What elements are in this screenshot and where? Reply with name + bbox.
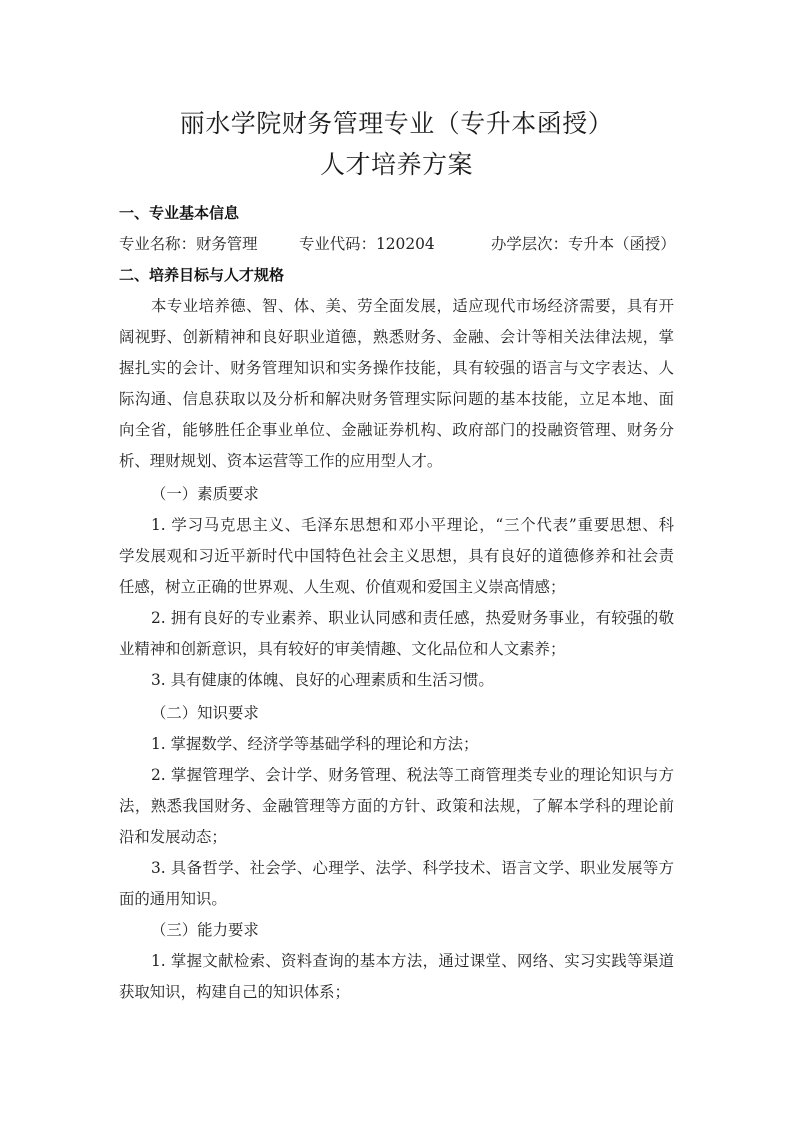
document-title-line1: 丽水学院财务管理专业（专升本函授） [179, 109, 614, 138]
subheading-quality: （一）素质要求 [151, 485, 259, 503]
paragraph-line: 握扎实的会计、财务管理知识和实务操作技能，具有较强的语言与文字表达、人 [119, 359, 674, 377]
list-line: 学发展观和习近平新时代中国特色社会主义思想，具有良好的道德修养和社会责 [119, 547, 674, 565]
list-line: 1. 学习马克思主义、毛泽东思想和邓小平理论，“三个代表”重要思想、科 [151, 516, 674, 534]
list-line: 业精神和创新意识，具有较好的审美情趣、文化品位和人文素养； [119, 640, 566, 658]
list-line: 2. 拥有良好的专业素养、职业认同感和责任感，热爱财务事业，有较强的敬 [151, 609, 674, 627]
list-line: 1. 掌握文献检索、资料查询的基本方法，通过课堂、网络、实习实践等渠道 [151, 952, 674, 970]
subheading-knowledge: （二）知识要求 [151, 704, 259, 722]
subheading-ability: （三）能力要求 [151, 921, 259, 939]
study-level: 办学层次：专升本（函授） [491, 235, 676, 253]
list-line: 获取知识，构建自己的知识体系； [119, 983, 350, 1001]
list-line: 沿和发展动态； [119, 828, 227, 846]
list-line: 面的通用知识。 [119, 890, 227, 908]
list-line: 3. 具有健康的体魄、良好的心理素质和生活习惯。 [151, 671, 494, 689]
major-code: 专业代码：120204 [299, 235, 435, 253]
list-line: 2. 掌握管理学、会计学、财务管理、税法等工商管理类专业的理论知识与方 [151, 766, 674, 784]
list-line: 任感，树立正确的世界观、人生观、价值观和爱国主义崇高情感； [119, 578, 566, 596]
paragraph-line: 阔视野、创新精神和良好职业道德，熟悉财务、金融、会计等相关法律法规，掌 [119, 328, 674, 346]
section-heading-objectives: 二、培养目标与人才规格 [119, 266, 285, 284]
basic-info-row [119, 229, 674, 260]
major-name: 专业名称：财务管理 [119, 235, 258, 253]
document-title-line2: 人才培养方案 [319, 150, 473, 179]
list-line: 1. 掌握数学、经济学等基础学科的理论和方法； [151, 735, 479, 753]
paragraph-line: 际沟通、信息获取以及分析和解决财务管理实际问题的基本技能，立足本地、面 [119, 390, 674, 408]
paragraph-line: 本专业培养德、智、体、美、劳全面发展，适应现代市场经济需要，具有开 [151, 297, 674, 315]
list-line: 3. 具备哲学、社会学、心理学、法学、科学技术、语言文学、职业发展等方 [151, 859, 674, 877]
paragraph-line: 析、理财规划、资本运营等工作的应用型人才。 [119, 452, 443, 470]
list-line: 法，熟悉我国财务、金融管理等方面的方针、政策和法规，了解本学科的理论前 [119, 797, 674, 815]
paragraph-line: 向全省，能够胜任企事业单位、金融证券机构、政府部门的投融资管理、财务分 [119, 421, 674, 439]
section-heading-basic-info: 一、专业基本信息 [119, 204, 240, 222]
